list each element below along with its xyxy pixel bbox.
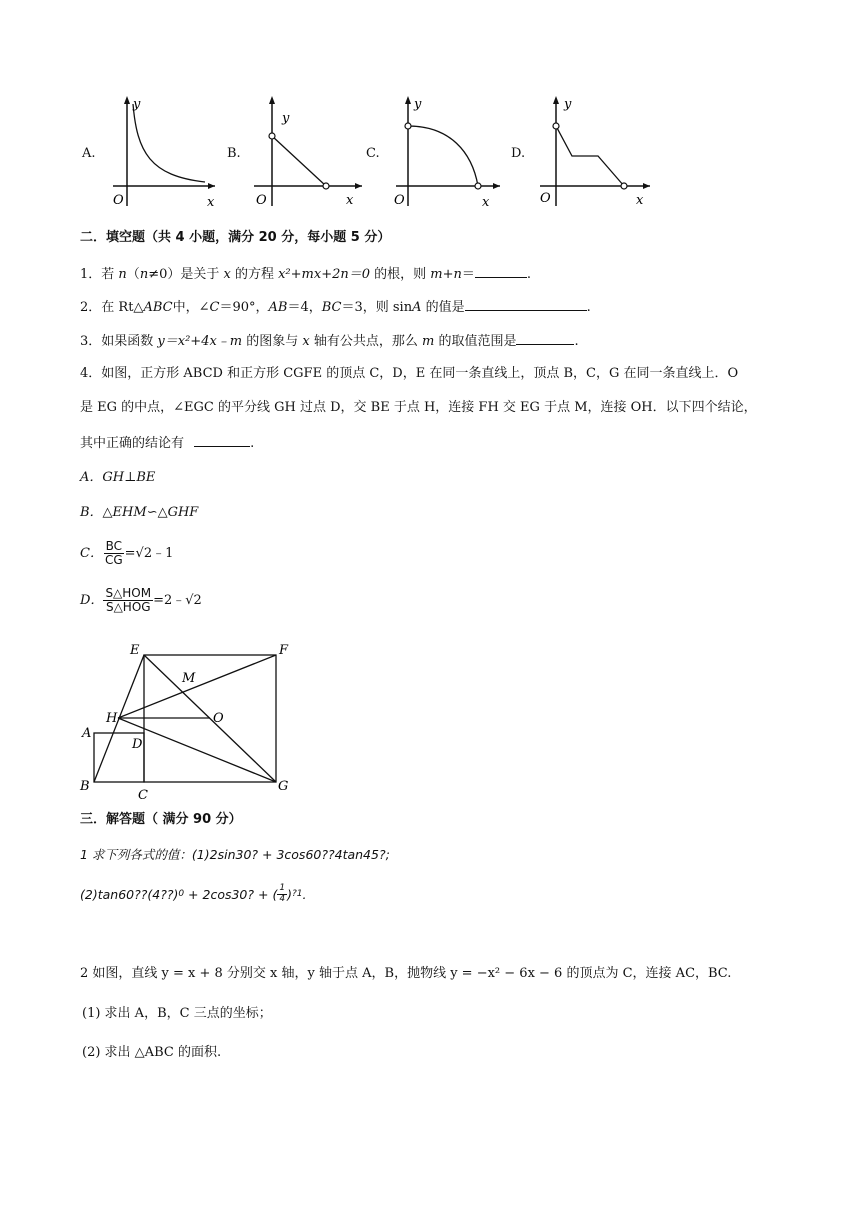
q2-text-a: 在 Rt△ [101,300,144,315]
p1-fraction [277,884,287,905]
q1-text-f: ＝ [461,267,475,282]
q1-var-n: n [118,267,127,282]
q3-var-m: m [422,334,435,349]
q2-answer-blank[interactable] [465,298,587,311]
q2-text-b: 中，∠ [172,300,210,315]
question-3 [80,332,579,350]
choice-d-fraction [103,587,153,614]
p1-line2-exponent2: ?1 [291,888,303,899]
q1-text-a: 若 [101,267,119,282]
q4-line3-text: 其中正确的结论有 [80,436,185,451]
choice-c-rhs: =√2﹣1 [124,545,174,561]
question-4-line3 [80,434,254,452]
choice-d-rhs: =2﹣√2 [153,592,202,608]
q2-var-c: C [209,300,220,315]
q3-var-x: x [302,334,310,349]
q1-text-b: （ [126,267,140,282]
graph-d-ylabel: y [564,97,572,112]
p1-line2-part-c: ) [287,886,292,902]
graph-c-ylabel: y [414,97,422,112]
q3-text-d: 的取值范围是 [434,334,517,349]
q1-expr-mn: m+n [430,267,462,282]
graph-c-origin: O [394,193,405,208]
label-f: F [279,643,289,658]
q2-var-a: A [412,300,422,315]
graph-b [248,92,366,210]
q2-var-ab: AB [268,300,288,315]
q3-function: y＝x²+4x﹣m [157,334,243,349]
graph-a-xlabel: x [207,195,215,210]
q3-text-c: 轴有公共点，那么 [309,334,423,349]
graph-b-ylabel: y [282,111,290,126]
q2-var-bc: BC [321,300,342,315]
question-2 [80,298,591,316]
choice-a: A．GH⊥BE [80,470,156,485]
q1-var-x: x [223,267,231,282]
p1-fraction-numerator: 1 [279,883,286,893]
graph-d-xlabel: x [636,193,644,208]
q2-var-abc: ABC [143,300,173,315]
choice-d-denominator: S△HOG [105,600,151,615]
option-c-letter: C. [366,146,380,161]
choice-c-denominator: CG [104,553,123,568]
line-fh [118,655,276,718]
option-d-letter: D. [511,146,526,161]
label-e: E [130,643,140,658]
choice-b: B．△EHM∽△GHF [80,505,199,520]
q3-text-a: 如果函数 [101,334,158,349]
p1-line2-part-b: + 2cos30? + ( [184,886,278,902]
q3-text-b: 的图象与 [242,334,303,349]
q1-text-d: 的方程 [230,267,279,282]
option-b-letter: B. [227,146,241,161]
choice-c [80,540,173,567]
q1-equation: x²+mx+2n＝0 [278,267,370,282]
label-d: D [132,737,143,752]
q1-text-c: ≠0）是关于 [148,267,224,282]
label-g: G [278,779,289,794]
q3-number: 3． [80,334,102,349]
q2-text-g: 的值是 [421,300,465,315]
q1-var-n2: n [139,267,149,282]
problem-1-line2 [80,884,306,905]
section3-heading: 三．解答题（ 满分 90 分） [80,812,242,827]
label-h: H [106,711,118,726]
choice-d [80,587,202,614]
p1-line2-end: . [302,886,307,902]
p1-line2-part-a: (2)tan60??(4??) [80,886,179,902]
problem-2-line2: (1) 求出 A，B，C 三点的坐标； [82,1006,272,1021]
label-b: B [80,779,90,794]
graph-d [536,92,654,210]
q2-end: . [586,300,591,315]
label-m: M [182,671,196,686]
option-a-letter: A. [82,146,96,161]
graph-b-xlabel: x [346,193,354,208]
question-4-line2: 是 EG 的中点，∠EGC 的平分线 GH 过点 D，交 BE 于点 H，连接 FH 交 EG 于点 M，连接 OH．以下四个结论， [80,400,757,415]
graph-d-origin: O [540,191,551,206]
problem-2-line3: (2) 求出 △ABC 的面积. [82,1045,222,1060]
q4-end: . [250,436,255,451]
choice-c-prefix: C． [80,545,103,561]
q1-answer-blank[interactable] [475,265,527,278]
problem-2-line1: 2 如图，直线 y = x + 8 分别交 x 轴，y 轴于点 A，B，抛物线 y = −x² − 6x − 6 的顶点为 C，连接 AC，BC. [80,966,732,981]
q2-number: 2． [80,300,102,315]
q1-text-e: 的根，则 [370,267,431,282]
q3-answer-blank[interactable] [516,332,574,345]
graph-c-xlabel: x [482,195,490,210]
question-1 [80,265,531,283]
choice-c-numerator: BC [105,539,122,553]
graph-a-ylabel: y [133,97,141,112]
graph-b-origin: O [256,193,267,208]
q1-end: . [526,267,532,282]
section2-heading: 二．填空题（共 4 小题，满分 20 分，每小题 5 分） [80,230,391,245]
q2-text-d: ＝90°， [219,300,269,315]
graph-c [390,92,505,210]
geometry-figure [78,642,300,802]
question-4-line1: 4．如图，正方形 ABCD 和正方形 CGFE 的顶点 C，D，E 在同一条直线上，顶点 B，C，G 在同一条直线上．O [80,366,739,381]
p1-line2-exponent: 0 [178,888,185,899]
q2-text-f: ＝3，则 sin [341,300,413,315]
label-a: A [82,726,92,741]
choice-c-fraction [103,540,125,567]
q1-number: 1． [80,267,102,282]
q2-text-e: ＝4， [287,300,322,315]
graph-a [105,92,220,210]
q4-answer-blank[interactable] [194,434,250,447]
choice-d-prefix: D． [80,592,104,608]
choice-d-numerator: S△HOM [105,586,152,600]
p1-fraction-denominator: 4 [279,893,286,904]
label-c: C [138,788,148,802]
label-o: O [213,711,224,726]
graph-a-origin: O [113,193,124,208]
problem-1-line1: 1 求下列各式的值：(1)2sin30? + 3cos60??4tan45?; [80,847,390,862]
q3-end: . [574,334,579,349]
